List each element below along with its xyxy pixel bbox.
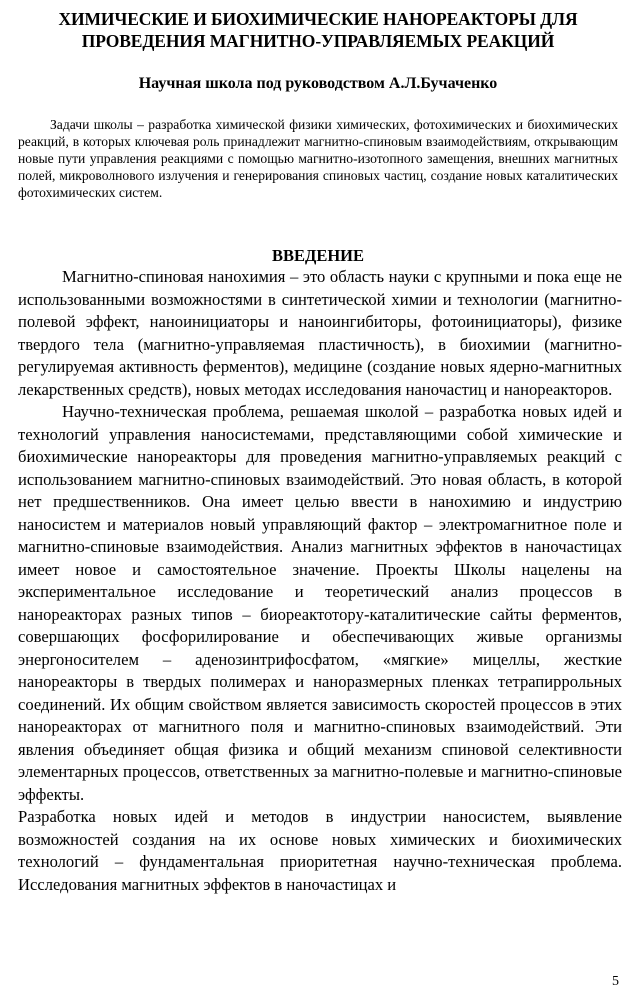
paragraph-2: Научно-техническая проблема, решаемая школой – разработка новых идей и технологий управления наносистемами, представляющими собой химические и биохимические нанореакторы для проведения магнитно-управляемых реакций с использованием магнитно-спиновых взаимодействий. Это новая область, в которой нет предшественников. Она имеет целью ввести в нанохимию и индустрию наносистем и материалов новый управляющий фактор – электромагнитное поле и магнитно-спиновые взаимодействия. Анализ магнитных эффектов в наночастицах имеет новое и самостоятельное значение. Проекты Школы нацелены на экспериментальное исследование и теоретический анализ процессов в нанореакторах разных типов – биореактотоpy-каталитические сайты ферментов, совершающих фосфорилирование и обеспечивающих живые организмы энергоносителем – аденозинтрифосфатом, «мягкие» мицеллы, жесткие нанореакторы в твердых полимерах и наноразмерных пленках тетрапиррольных соединений. Их общим свойством является зависимость скоростей процессов в этих нанореакторах от магнитного поля и магнитно-спиновых взаимодействий. Эти явления объединяет общая физика и общий механизм спиновой селективности элементарных процессов, ответственных за магнитно-полевые и магнитно-спиновые эффекты. — [18, 402, 622, 804]
section-heading: ВВЕДЕНИЕ — [271, 246, 365, 265]
abstract-paragraph: Задачи школы – разработка химической физики химических, фотохимических и биохимических реакций, в которых ключевая роль принадлежит магнитно-спиновым взаимодействиям, открывающим новые пути управления реакциями с помощью магнитно-изотопного замещения, внешних магнитных полей, микроволнового излучения и генерирования спиновых частиц, создание новых каталитических фотохимических систем. — [18, 117, 618, 200]
page-subtitle: Научная школа под руководством А.Л.Бучаченко — [138, 75, 498, 92]
paragraph-3: Разработка новых идей и методов в индустрии наносистем, выявление возможностей создания на их основе новых химических и биохимических технологий – фундаментальная приоритетная научно-техническая проблема. Исследования магнитных эффектов в наночастицах и — [18, 807, 622, 894]
title-line-2: ПРОВЕДЕНИЯ МАГНИТНО-УПРАВЛЯЕМЫХ РЕАКЦИЙ — [81, 31, 555, 51]
title-line-1: ХИМИЧЕСКИЕ И БИОХИМИЧЕСКИЕ НАНОРЕАКТОРЫ ДЛЯ — [58, 9, 578, 29]
page-title — [0, 8, 636, 52]
paragraph-1: Магнитно-спиновая нанохимия – это область науки с крупными и пока еще не использованными возможностями в синтетической химии и технологии (магнитно-полевой эффект, наноинициаторы и наноингибиторы, фотоинициаторы), физике твердого тела (магнитно-управляемая пластичность), в биохимии (магнитно-регулируемая активность ферментов), медицине (создание новых ядерно-магнитных лекарственных средств), новых методах исследования наночастиц и нанореакторов. — [18, 267, 622, 399]
body-text — [18, 266, 622, 896]
page-number: 5 — [612, 974, 619, 989]
